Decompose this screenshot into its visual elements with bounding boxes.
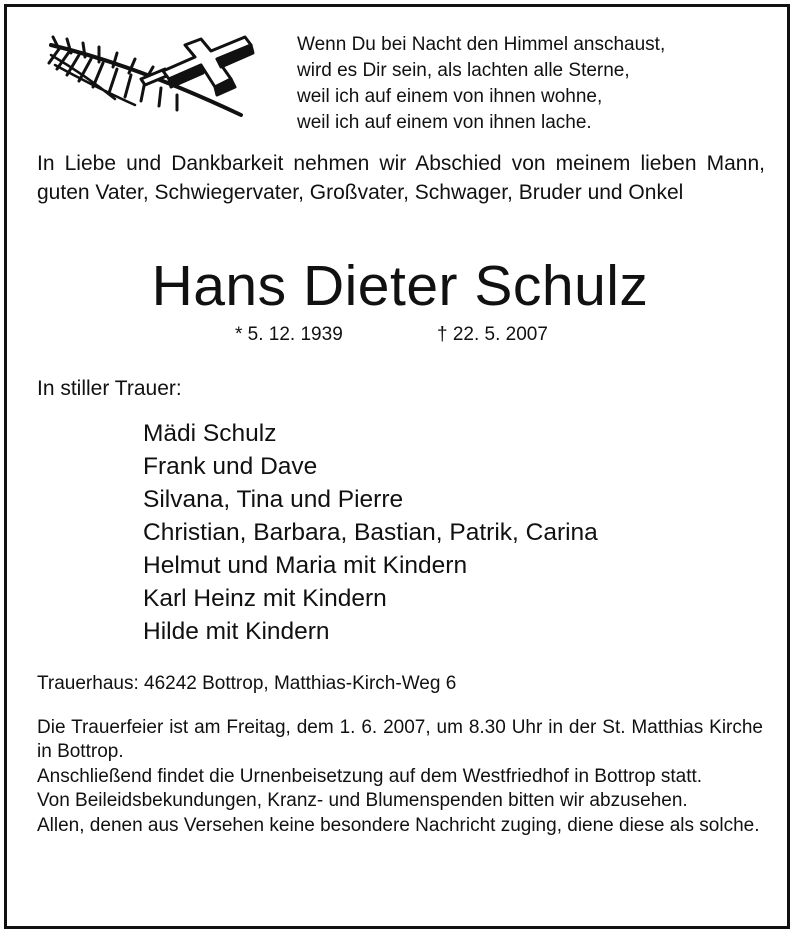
donations-paragraph: Von Beileidsbekundungen, Kranz- und Blumenspenden bitten wir abzusehen. <box>37 790 688 812</box>
mourning-house-address: Trauerhaus: 46242 Bottrop, Matthias-Kirch-Weg 6 <box>37 673 457 694</box>
ceremony-details <box>37 716 763 838</box>
memorial-poem <box>297 32 665 136</box>
death-date: † 22. 5. 2007 <box>437 324 548 345</box>
mourner-entry: Christian, Barbara, Bastian, Patrik, Carina <box>143 519 598 546</box>
birth-date: * 5. 12. 1939 <box>235 324 343 345</box>
ceremony-paragraph: Die Trauerfeier ist am Freitag, dem 1. 6. 2007, um 8.30 Uhr in der St. Matthias Kirche in Bottrop. <box>37 717 763 763</box>
farewell-text: In Liebe und Dankbarkeit nehmen wir Abschied von meinem lieben Mann, guten Vater, Schwiegervater, Großvater, Schwager, Bruder und Onkel <box>37 152 765 204</box>
mourner-entry: Karl Heinz mit Kindern <box>143 585 387 612</box>
poem-line: Wenn Du bei Nacht den Himmel anschaust, <box>297 34 666 55</box>
mourner-entry: Helmut und Maria mit Kindern <box>143 552 468 579</box>
mourners-list <box>143 417 598 648</box>
mourner-entry: Hilde mit Kindern <box>143 618 330 645</box>
poem-line: weil ich auf einem von ihnen wohne, <box>297 86 603 107</box>
cross-with-palm-frond-icon <box>45 35 257 121</box>
poem-line: wird es Dir sein, als lachten alle Sterne, <box>297 60 630 81</box>
burial-paragraph: Anschließend findet die Urnenbeisetzung auf dem Westfriedhof in Bottrop statt. <box>37 765 703 787</box>
deceased-name: Hans Dieter Schulz <box>151 254 649 318</box>
mourner-entry: Frank und Dave <box>143 453 318 480</box>
obituary-notice <box>4 4 790 929</box>
poem-line: weil ich auf einem von ihnen lache. <box>297 112 592 133</box>
mourner-entry: Mädi Schulz <box>143 420 277 447</box>
mourner-entry: Silvana, Tina und Pierre <box>143 486 404 513</box>
notification-paragraph: Allen, denen aus Versehen keine besondere Nachricht zuging, diene diese als solche. <box>37 814 760 836</box>
mourning-label: In stiller Trauer: <box>37 377 182 400</box>
